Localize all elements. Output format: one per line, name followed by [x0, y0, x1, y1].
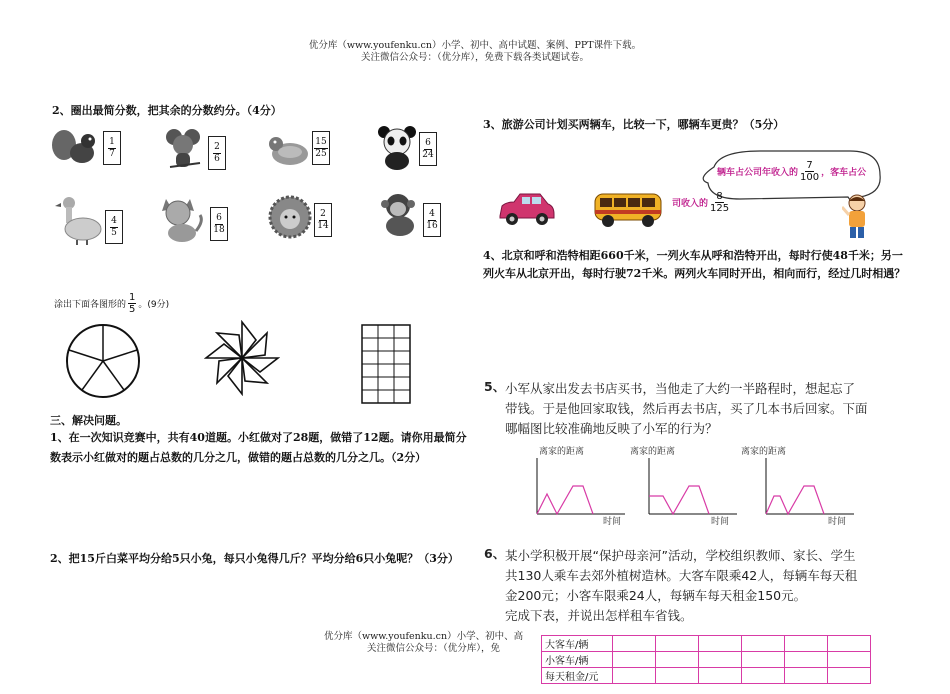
- fraction-box-1: $\frac{1}{7}$: [103, 131, 121, 165]
- header-line2: 关注微信公众号：（优分库），免费下载各类试题试卷。: [360, 52, 589, 63]
- table-cell[interactable]: [699, 668, 742, 684]
- graph-b: [643, 456, 739, 518]
- animal-turtle: [266, 130, 310, 168]
- table-cell[interactable]: [828, 668, 871, 684]
- table-row: [542, 652, 871, 668]
- fraction-box-8: $\frac{4}{16}$: [423, 203, 441, 237]
- shade-instruction: 涂出下面各图形的 $\frac{1}{5}$ 。(9分): [54, 292, 170, 315]
- table-cell[interactable]: [656, 636, 699, 652]
- bubble-line2: 司收入的 $\frac{8}{125}$: [672, 191, 730, 214]
- table-cell[interactable]: [742, 636, 785, 652]
- section3-q1-line1: 1、在一次知识竞赛中，共有40道题。小红做对了28题，做错了12题。请你用最简分: [50, 431, 467, 444]
- right-q4-line1: 4、北京和呼和浩特相距660千米，一列火车从呼和浩特开出，每时行使48千米；另一: [483, 249, 903, 262]
- table-row-label: 大客车/辆: [542, 636, 613, 652]
- graph2-xlabel: 时间: [711, 517, 730, 527]
- graph1-xlabel: 时间: [603, 517, 622, 527]
- table-cell[interactable]: [699, 636, 742, 652]
- fraction-box-5: $\frac{4}{5}$: [105, 210, 123, 244]
- q5-line3: 哪幅图比较准确地反映了小军的行为？: [505, 421, 718, 436]
- table-cell[interactable]: [613, 668, 656, 684]
- right-q4-line2: 列火车从北京开出，每时行驶72千米。两列火车同时开出，相向而行，经过几时相遇？: [483, 267, 906, 280]
- cat-icon: [158, 195, 206, 243]
- table-cell[interactable]: [613, 652, 656, 668]
- table-cell[interactable]: [742, 668, 785, 684]
- right-q3: 3、旅游公司计划买两辆车，比较一下，哪辆车更贵？（5分）: [483, 118, 785, 131]
- boy-icon: [842, 193, 872, 239]
- monkey-icon: [378, 192, 422, 238]
- graph3-xlabel: 时间: [828, 517, 847, 527]
- q6-line1: 某小学积极开展“保护母亲河”活动，学校组织教师、家长、学生: [505, 548, 856, 563]
- grid-figure: [361, 324, 411, 404]
- bus-icon: [592, 190, 664, 230]
- car-icon: [496, 190, 556, 228]
- animal-cat: [158, 195, 206, 243]
- header-line1: 优分库（www.youfenku.cn）小学、初中、高中试题、案例、PPT课件下载。: [308, 40, 642, 51]
- mouse-icon: [160, 127, 205, 171]
- table-cell[interactable]: [785, 668, 828, 684]
- animal-hedgehog: [268, 195, 312, 241]
- q6-number: 6、: [484, 546, 506, 561]
- rental-table: [541, 635, 871, 684]
- table-cell[interactable]: [828, 652, 871, 668]
- pinwheel-figure: [204, 320, 280, 396]
- footer-line2: 关注微信公众号：（优分库），免: [367, 643, 501, 654]
- circle-five-parts: [64, 322, 142, 400]
- table-cell[interactable]: [613, 636, 656, 652]
- section3-q1-line2: 数表示小红做对的题占总数的几分之几，做错的题占总数的几分之几。（2分）: [50, 451, 427, 464]
- table-row: [542, 668, 871, 684]
- animal-panda: [376, 124, 418, 170]
- table-cell[interactable]: [785, 636, 828, 652]
- turtle-icon: [266, 130, 310, 168]
- graph1-ylabel: 离家的距离: [539, 447, 585, 457]
- table-cell[interactable]: [656, 668, 699, 684]
- animal-goose: [55, 195, 103, 245]
- fraction-box-7: $\frac{2}{14}$: [314, 203, 332, 237]
- fraction-box-3: $\frac{15}{25}$: [312, 131, 330, 165]
- q6-line3: 金200元；小客车限乘24人，每辆车每天租金150元。: [505, 588, 807, 603]
- fraction-box-6: $\frac{6}{18}$: [210, 207, 228, 241]
- section3-q2: 2、把15斤白菜平均分给5只小兔，每只小兔得几斤？平均分给6只小兔呢？（3分）: [50, 552, 459, 565]
- table-row-label: 每天租金/元: [542, 668, 613, 684]
- hedgehog-icon: [268, 195, 312, 241]
- bubble-line1: 辆车占公司年收入的 $\frac{7}{100}$ ，客车占公: [717, 160, 867, 183]
- q2-title: 2、圈出最简分数，把其余的分数约分。（4分）: [52, 104, 282, 117]
- table-row: [542, 636, 871, 652]
- fraction-box-4: $\frac{6}{24}$: [419, 132, 437, 166]
- q6-line4: 完成下表，并说出怎样租车省钱。: [505, 608, 693, 623]
- table-row-label: 小客车/辆: [542, 652, 613, 668]
- q6-line2: 共130人乘车去郊外植树造林。大客车限乘42人，每辆车每天租: [505, 568, 858, 583]
- graph-a: [531, 456, 627, 518]
- table-cell[interactable]: [699, 652, 742, 668]
- table-cell[interactable]: [828, 636, 871, 652]
- goose-icon: [55, 195, 103, 245]
- animal-mouse: [160, 127, 205, 171]
- panda-icon: [376, 124, 418, 170]
- squirrel-icon: [50, 127, 98, 169]
- graph2-ylabel: 离家的距离: [630, 447, 676, 457]
- graph3-ylabel: 离家的距离: [741, 447, 787, 457]
- animal-monkey: [378, 192, 422, 238]
- animal-squirrel: [50, 127, 98, 169]
- graph-c: [760, 456, 856, 518]
- fraction-box-2: $\frac{2}{6}$: [208, 136, 226, 170]
- footer-line1: 优分库（www.youfenku.cn）小学、初中、高: [324, 631, 524, 642]
- q5-line2: 带钱。于是他回家取钱，然后再去书店，买了几本书后回家。下面: [505, 401, 868, 416]
- q5-line1: 小军从家出发去书店买书，当他走了大约一半路程时，想起忘了: [505, 381, 856, 396]
- table-cell[interactable]: [742, 652, 785, 668]
- table-cell[interactable]: [656, 652, 699, 668]
- q5-number: 5、: [484, 379, 506, 394]
- section3-title: 三、解决问题。: [50, 414, 127, 427]
- table-cell[interactable]: [785, 652, 828, 668]
